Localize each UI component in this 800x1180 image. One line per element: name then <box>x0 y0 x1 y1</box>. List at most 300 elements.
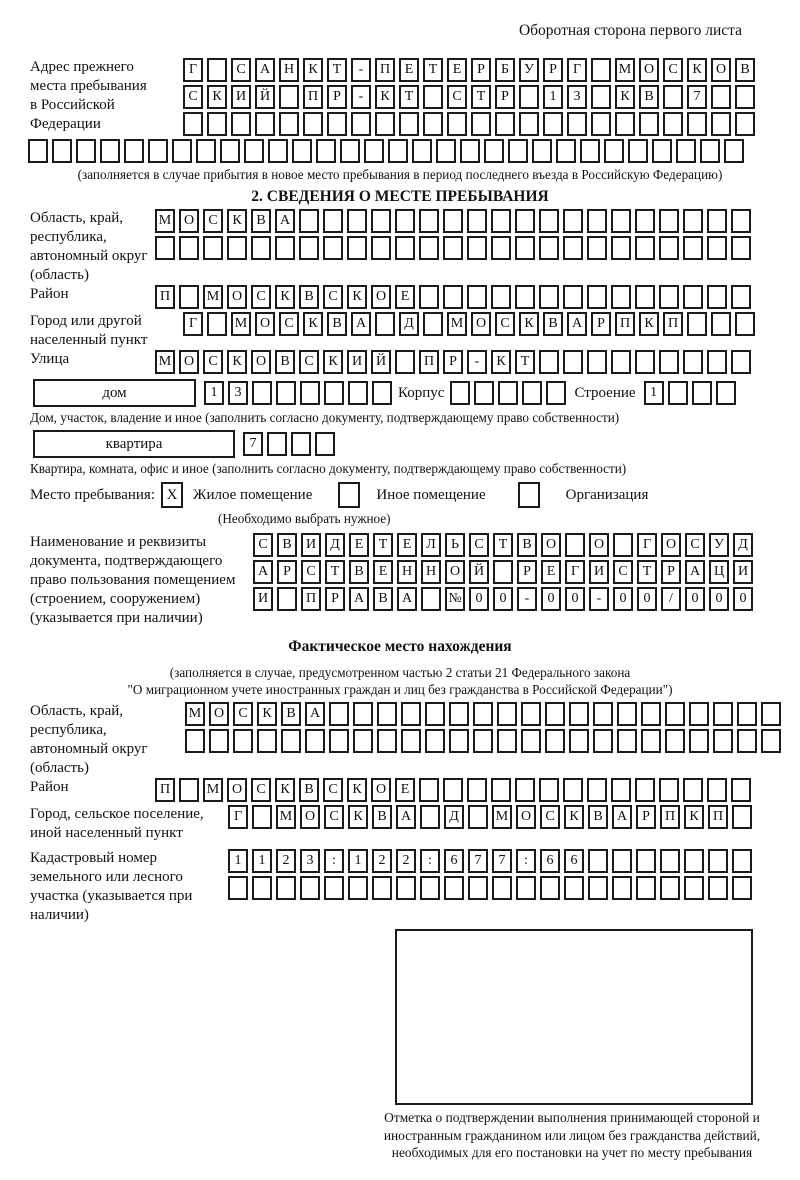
char-cell[interactable] <box>421 587 441 611</box>
char-cell[interactable] <box>635 350 655 374</box>
char-cell[interactable]: О <box>255 312 275 336</box>
char-cell[interactable]: С <box>323 778 343 802</box>
char-cell[interactable] <box>641 702 661 726</box>
char-cell[interactable] <box>353 729 373 753</box>
char-cell[interactable]: 7 <box>243 432 263 456</box>
char-cell[interactable] <box>683 236 703 260</box>
char-cell[interactable]: А <box>351 312 371 336</box>
checkbox-inoe[interactable] <box>338 482 360 508</box>
char-cell[interactable]: У <box>709 533 729 557</box>
char-cell[interactable]: М <box>203 778 223 802</box>
char-cell[interactable] <box>515 236 535 260</box>
char-cell[interactable] <box>683 285 703 309</box>
char-cell[interactable] <box>396 876 416 900</box>
char-cell[interactable] <box>491 236 511 260</box>
char-cell[interactable] <box>450 381 470 405</box>
char-cell[interactable] <box>735 312 755 336</box>
char-cell[interactable]: А <box>349 587 369 611</box>
char-cell[interactable]: К <box>687 58 707 82</box>
char-cell[interactable] <box>731 778 751 802</box>
char-cell[interactable]: М <box>492 805 512 829</box>
char-cell[interactable] <box>636 849 656 873</box>
char-cell[interactable] <box>731 236 751 260</box>
char-cell[interactable]: 0 <box>685 587 705 611</box>
char-cell[interactable] <box>495 112 515 136</box>
char-cell[interactable] <box>612 876 632 900</box>
char-cell[interactable]: К <box>303 312 323 336</box>
char-cell[interactable]: 3 <box>300 849 320 873</box>
char-cell[interactable]: - <box>467 350 487 374</box>
char-cell[interactable]: : <box>516 849 536 873</box>
char-cell[interactable]: 1 <box>204 381 224 405</box>
char-cell[interactable] <box>532 139 552 163</box>
char-cell[interactable] <box>683 778 703 802</box>
char-cell[interactable] <box>732 849 752 873</box>
checkbox-organizaciya[interactable] <box>518 482 540 508</box>
char-cell[interactable] <box>227 236 247 260</box>
char-cell[interactable] <box>515 209 535 233</box>
char-cell[interactable]: Т <box>471 85 491 109</box>
char-cell[interactable] <box>676 139 696 163</box>
char-cell[interactable]: П <box>615 312 635 336</box>
char-cell[interactable]: Г <box>183 312 203 336</box>
char-cell[interactable]: 0 <box>565 587 585 611</box>
char-cell[interactable] <box>491 285 511 309</box>
char-cell[interactable]: С <box>495 312 515 336</box>
char-cell[interactable] <box>659 350 679 374</box>
char-cell[interactable] <box>567 112 587 136</box>
char-cell[interactable] <box>449 729 469 753</box>
char-cell[interactable] <box>220 139 240 163</box>
char-cell[interactable]: В <box>373 587 393 611</box>
char-cell[interactable] <box>348 876 368 900</box>
checkbox-zhiloe[interactable]: X <box>161 482 183 508</box>
char-cell[interactable] <box>209 729 229 753</box>
char-cell[interactable] <box>371 209 391 233</box>
char-cell[interactable]: Д <box>399 312 419 336</box>
char-cell[interactable] <box>267 432 287 456</box>
char-cell[interactable]: Р <box>517 560 537 584</box>
char-cell[interactable] <box>556 139 576 163</box>
char-cell[interactable]: С <box>301 560 321 584</box>
char-cell[interactable]: С <box>469 533 489 557</box>
char-cell[interactable]: П <box>155 285 175 309</box>
char-cell[interactable] <box>388 139 408 163</box>
char-cell[interactable] <box>615 112 635 136</box>
char-cell[interactable]: 1 <box>543 85 563 109</box>
char-cell[interactable] <box>580 139 600 163</box>
char-cell[interactable]: Р <box>591 312 611 336</box>
char-cell[interactable] <box>228 876 248 900</box>
char-cell[interactable]: О <box>639 58 659 82</box>
char-cell[interactable]: У <box>519 58 539 82</box>
char-cell[interactable] <box>737 702 757 726</box>
char-cell[interactable]: О <box>251 350 271 374</box>
char-cell[interactable] <box>539 778 559 802</box>
char-cell[interactable] <box>639 112 659 136</box>
char-cell[interactable]: В <box>517 533 537 557</box>
char-cell[interactable] <box>315 432 335 456</box>
char-cell[interactable] <box>735 112 755 136</box>
char-cell[interactable]: 2 <box>396 849 416 873</box>
char-cell[interactable]: А <box>275 209 295 233</box>
char-cell[interactable] <box>467 209 487 233</box>
char-cell[interactable]: Т <box>515 350 535 374</box>
char-cell[interactable] <box>569 729 589 753</box>
char-cell[interactable]: Г <box>567 58 587 82</box>
char-cell[interactable] <box>516 876 536 900</box>
char-cell[interactable] <box>563 285 583 309</box>
char-cell[interactable]: И <box>301 533 321 557</box>
char-cell[interactable] <box>635 778 655 802</box>
char-cell[interactable]: 2 <box>276 849 296 873</box>
char-cell[interactable] <box>519 85 539 109</box>
char-cell[interactable]: В <box>327 312 347 336</box>
char-cell[interactable] <box>395 209 415 233</box>
char-cell[interactable]: А <box>305 702 325 726</box>
char-cell[interactable] <box>732 876 752 900</box>
char-cell[interactable]: Т <box>423 58 443 82</box>
char-cell[interactable] <box>277 587 297 611</box>
char-cell[interactable] <box>711 112 731 136</box>
char-cell[interactable] <box>492 876 512 900</box>
char-cell[interactable]: О <box>661 533 681 557</box>
char-cell[interactable] <box>377 702 397 726</box>
char-cell[interactable]: С <box>233 702 253 726</box>
char-cell[interactable] <box>179 285 199 309</box>
char-cell[interactable]: : <box>420 849 440 873</box>
char-cell[interactable]: П <box>303 85 323 109</box>
char-cell[interactable]: 0 <box>469 587 489 611</box>
char-cell[interactable]: П <box>155 778 175 802</box>
char-cell[interactable]: Е <box>397 533 417 557</box>
char-cell[interactable]: 7 <box>492 849 512 873</box>
char-cell[interactable]: 7 <box>687 85 707 109</box>
char-cell[interactable] <box>659 236 679 260</box>
char-cell[interactable]: 6 <box>444 849 464 873</box>
char-cell[interactable]: Н <box>279 58 299 82</box>
char-cell[interactable] <box>443 209 463 233</box>
char-cell[interactable] <box>276 381 296 405</box>
char-cell[interactable] <box>281 729 301 753</box>
char-cell[interactable] <box>323 209 343 233</box>
char-cell[interactable] <box>351 112 371 136</box>
char-cell[interactable] <box>305 729 325 753</box>
char-cell[interactable] <box>399 112 419 136</box>
char-cell[interactable] <box>348 381 368 405</box>
char-cell[interactable]: П <box>660 805 680 829</box>
char-cell[interactable] <box>731 350 751 374</box>
char-cell[interactable] <box>299 236 319 260</box>
char-cell[interactable] <box>724 139 744 163</box>
char-cell[interactable]: 0 <box>493 587 513 611</box>
char-cell[interactable] <box>292 139 312 163</box>
char-cell[interactable] <box>252 876 272 900</box>
char-cell[interactable]: 0 <box>541 587 561 611</box>
char-cell[interactable]: В <box>251 209 271 233</box>
char-cell[interactable]: О <box>371 285 391 309</box>
char-cell[interactable]: Р <box>661 560 681 584</box>
char-cell[interactable]: И <box>231 85 251 109</box>
char-cell[interactable]: О <box>179 209 199 233</box>
char-cell[interactable]: М <box>203 285 223 309</box>
char-cell[interactable] <box>543 112 563 136</box>
char-cell[interactable] <box>546 381 566 405</box>
char-cell[interactable]: К <box>275 285 295 309</box>
char-cell[interactable]: А <box>612 805 632 829</box>
char-cell[interactable] <box>353 702 373 726</box>
char-cell[interactable] <box>587 285 607 309</box>
char-cell[interactable]: 3 <box>567 85 587 109</box>
char-cell[interactable] <box>231 112 251 136</box>
char-cell[interactable] <box>519 112 539 136</box>
char-cell[interactable]: В <box>349 560 369 584</box>
char-cell[interactable] <box>564 876 584 900</box>
char-cell[interactable] <box>443 778 463 802</box>
char-cell[interactable]: В <box>588 805 608 829</box>
char-cell[interactable] <box>668 381 688 405</box>
char-cell[interactable] <box>591 85 611 109</box>
char-cell[interactable]: С <box>183 85 203 109</box>
char-cell[interactable]: С <box>447 85 467 109</box>
char-cell[interactable]: С <box>251 778 271 802</box>
char-cell[interactable]: М <box>447 312 467 336</box>
char-cell[interactable]: - <box>351 58 371 82</box>
char-cell[interactable]: Т <box>493 533 513 557</box>
char-cell[interactable]: К <box>227 350 247 374</box>
char-cell[interactable] <box>395 350 415 374</box>
char-cell[interactable]: - <box>517 587 537 611</box>
char-cell[interactable]: Р <box>471 58 491 82</box>
char-cell[interactable]: В <box>372 805 392 829</box>
char-cell[interactable] <box>401 702 421 726</box>
char-cell[interactable] <box>124 139 144 163</box>
char-cell[interactable]: Е <box>395 285 415 309</box>
char-cell[interactable]: Т <box>325 560 345 584</box>
char-cell[interactable]: В <box>275 350 295 374</box>
char-cell[interactable]: О <box>589 533 609 557</box>
char-cell[interactable]: В <box>735 58 755 82</box>
char-cell[interactable] <box>179 778 199 802</box>
char-cell[interactable] <box>611 209 631 233</box>
char-cell[interactable] <box>604 139 624 163</box>
char-cell[interactable] <box>268 139 288 163</box>
char-cell[interactable] <box>419 285 439 309</box>
char-cell[interactable]: Т <box>327 58 347 82</box>
char-cell[interactable] <box>761 702 781 726</box>
char-cell[interactable] <box>375 112 395 136</box>
char-cell[interactable]: 0 <box>733 587 753 611</box>
char-cell[interactable]: Д <box>733 533 753 557</box>
char-cell[interactable] <box>587 778 607 802</box>
char-cell[interactable]: : <box>324 849 344 873</box>
char-cell[interactable] <box>737 729 757 753</box>
char-cell[interactable]: Й <box>255 85 275 109</box>
char-cell[interactable] <box>713 702 733 726</box>
char-cell[interactable] <box>447 112 467 136</box>
char-cell[interactable] <box>635 285 655 309</box>
char-cell[interactable]: Г <box>183 58 203 82</box>
char-cell[interactable]: М <box>155 350 175 374</box>
char-cell[interactable] <box>687 112 707 136</box>
char-cell[interactable] <box>419 209 439 233</box>
char-cell[interactable] <box>207 312 227 336</box>
char-cell[interactable]: Е <box>447 58 467 82</box>
char-cell[interactable]: О <box>209 702 229 726</box>
char-cell[interactable]: Т <box>399 85 419 109</box>
char-cell[interactable]: 1 <box>644 381 664 405</box>
char-cell[interactable] <box>591 58 611 82</box>
char-cell[interactable] <box>731 285 751 309</box>
char-cell[interactable] <box>196 139 216 163</box>
char-cell[interactable] <box>635 209 655 233</box>
char-cell[interactable] <box>329 702 349 726</box>
char-cell[interactable]: Е <box>541 560 561 584</box>
char-cell[interactable]: О <box>541 533 561 557</box>
char-cell[interactable]: С <box>685 533 705 557</box>
char-cell[interactable] <box>423 112 443 136</box>
char-cell[interactable]: С <box>324 805 344 829</box>
char-cell[interactable] <box>540 876 560 900</box>
char-cell[interactable] <box>423 85 443 109</box>
char-cell[interactable]: В <box>281 702 301 726</box>
char-cell[interactable]: Г <box>228 805 248 829</box>
char-cell[interactable]: 1 <box>228 849 248 873</box>
char-cell[interactable] <box>372 381 392 405</box>
char-cell[interactable] <box>563 778 583 802</box>
char-cell[interactable]: К <box>323 350 343 374</box>
char-cell[interactable]: 6 <box>540 849 560 873</box>
char-cell[interactable]: И <box>589 560 609 584</box>
char-cell[interactable] <box>257 729 277 753</box>
char-cell[interactable]: С <box>323 285 343 309</box>
char-cell[interactable] <box>593 702 613 726</box>
char-cell[interactable]: О <box>371 778 391 802</box>
char-cell[interactable]: Й <box>371 350 391 374</box>
char-cell[interactable] <box>233 729 253 753</box>
char-cell[interactable] <box>207 58 227 82</box>
char-cell[interactable] <box>617 729 637 753</box>
char-cell[interactable] <box>340 139 360 163</box>
char-cell[interactable]: 0 <box>637 587 657 611</box>
char-cell[interactable]: Ц <box>709 560 729 584</box>
char-cell[interactable] <box>300 876 320 900</box>
char-cell[interactable] <box>659 778 679 802</box>
char-cell[interactable] <box>183 112 203 136</box>
char-cell[interactable] <box>460 139 480 163</box>
char-cell[interactable] <box>364 139 384 163</box>
char-cell[interactable]: К <box>615 85 635 109</box>
char-cell[interactable] <box>484 139 504 163</box>
char-cell[interactable]: О <box>227 285 247 309</box>
char-cell[interactable]: А <box>396 805 416 829</box>
char-cell[interactable] <box>711 312 731 336</box>
char-cell[interactable] <box>252 805 272 829</box>
char-cell[interactable]: С <box>540 805 560 829</box>
char-cell[interactable]: В <box>277 533 297 557</box>
char-cell[interactable]: С <box>663 58 683 82</box>
char-cell[interactable]: Н <box>421 560 441 584</box>
char-cell[interactable] <box>684 876 704 900</box>
char-cell[interactable] <box>467 285 487 309</box>
char-cell[interactable]: К <box>257 702 277 726</box>
char-cell[interactable] <box>732 805 752 829</box>
char-cell[interactable]: С <box>299 350 319 374</box>
char-cell[interactable] <box>692 381 712 405</box>
char-cell[interactable]: О <box>445 560 465 584</box>
char-cell[interactable]: Д <box>444 805 464 829</box>
char-cell[interactable] <box>611 236 631 260</box>
char-cell[interactable] <box>713 729 733 753</box>
char-cell[interactable]: К <box>519 312 539 336</box>
char-cell[interactable] <box>611 285 631 309</box>
char-cell[interactable] <box>687 312 707 336</box>
char-cell[interactable] <box>707 778 727 802</box>
char-cell[interactable]: - <box>351 85 371 109</box>
char-cell[interactable] <box>323 236 343 260</box>
char-cell[interactable] <box>467 236 487 260</box>
char-cell[interactable] <box>659 285 679 309</box>
char-cell[interactable]: В <box>543 312 563 336</box>
char-cell[interactable] <box>172 139 192 163</box>
char-cell[interactable] <box>636 876 656 900</box>
char-cell[interactable]: А <box>253 560 273 584</box>
char-cell[interactable]: С <box>613 560 633 584</box>
kvartira-type-box[interactable]: квартира <box>33 430 235 458</box>
char-cell[interactable] <box>207 112 227 136</box>
char-cell[interactable] <box>443 285 463 309</box>
char-cell[interactable]: О <box>516 805 536 829</box>
char-cell[interactable]: И <box>347 350 367 374</box>
char-cell[interactable] <box>203 236 223 260</box>
char-cell[interactable] <box>419 236 439 260</box>
char-cell[interactable]: Р <box>636 805 656 829</box>
char-cell[interactable] <box>425 702 445 726</box>
char-cell[interactable] <box>498 381 518 405</box>
char-cell[interactable]: В <box>299 778 319 802</box>
char-cell[interactable] <box>471 112 491 136</box>
char-cell[interactable]: К <box>375 85 395 109</box>
char-cell[interactable] <box>185 729 205 753</box>
char-cell[interactable] <box>497 729 517 753</box>
char-cell[interactable] <box>588 849 608 873</box>
stamp-box[interactable] <box>395 929 753 1105</box>
char-cell[interactable] <box>569 702 589 726</box>
char-cell[interactable] <box>244 139 264 163</box>
char-cell[interactable]: Р <box>327 85 347 109</box>
char-cell[interactable] <box>689 729 709 753</box>
char-cell[interactable]: 0 <box>709 587 729 611</box>
char-cell[interactable] <box>587 209 607 233</box>
char-cell[interactable] <box>545 702 565 726</box>
char-cell[interactable] <box>711 85 731 109</box>
char-cell[interactable] <box>291 432 311 456</box>
char-cell[interactable] <box>76 139 96 163</box>
char-cell[interactable]: - <box>589 587 609 611</box>
char-cell[interactable]: П <box>301 587 321 611</box>
char-cell[interactable] <box>641 729 661 753</box>
char-cell[interactable] <box>684 849 704 873</box>
char-cell[interactable]: Е <box>399 58 419 82</box>
char-cell[interactable] <box>473 729 493 753</box>
char-cell[interactable] <box>707 236 727 260</box>
char-cell[interactable] <box>375 312 395 336</box>
char-cell[interactable]: Р <box>543 58 563 82</box>
char-cell[interactable]: С <box>203 209 223 233</box>
char-cell[interactable] <box>423 312 443 336</box>
char-cell[interactable] <box>652 139 672 163</box>
char-cell[interactable] <box>401 729 421 753</box>
